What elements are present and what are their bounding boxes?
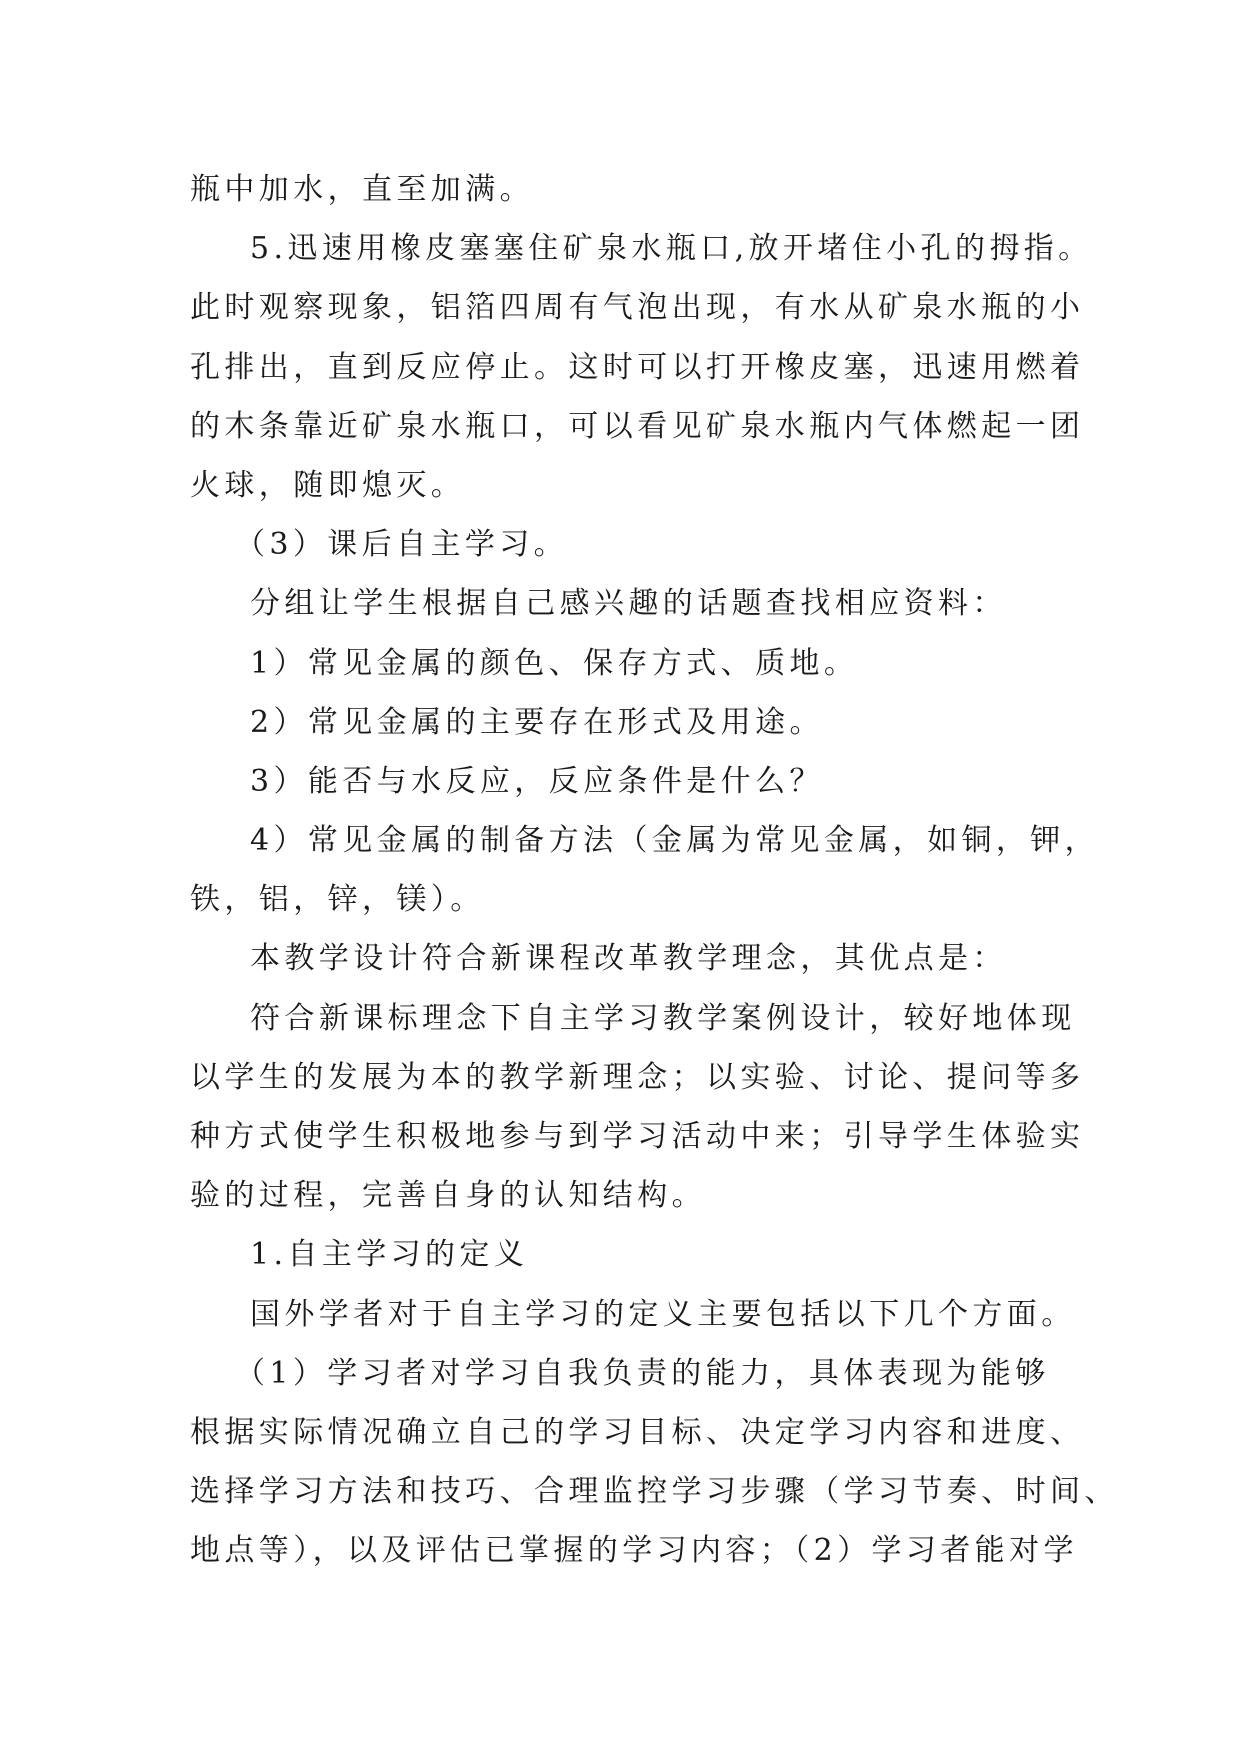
section-heading: 1.自主学习的定义 [250,1237,529,1273]
text-line: 孔排出，直到反应停止。这时可以打开橡皮塞，迅速用燃着 [190,349,1085,385]
text-line: 国外学者对于自主学习的定义主要包括以下几个方面。 [250,1296,1076,1332]
text-line: 瓶中加水，直至加满。 [190,172,534,207]
text-line: 5.迅速用橡皮塞塞住矿泉水瓶口,放开堵住小孔的拇指。 [250,231,1093,267]
text-line: 此时观察现象，铝箔四周有气泡出现，有水从矿泉水瓶的小 [190,290,1085,326]
document-body [190,160,1119,1581]
text-line: 火球，随即熄灭。 [190,467,466,503]
list-item: 3）能否与水反应，反应条件是什么？ [250,763,824,799]
text-line: 铁，铝，锌，镁）。 [190,882,485,918]
text-line: 验的过程，完善自身的认知结构。 [190,1178,706,1214]
text-line: 种方式使学生积极地参与到学习活动中来；引导学生体验实 [190,1119,1085,1154]
text-line: 以学生的发展为本的教学新理念；以实验、讨论、提问等多 [190,1059,1085,1095]
text-line: 根据实际情况确立自己的学习目标、决定学习内容和进度、 [190,1414,1085,1450]
list-item: 2）常见金属的主要存在形式及用途。 [250,704,824,740]
text-line: 分组让学生根据自己感兴趣的话题查找相应资料： [250,586,1007,622]
text-line: 本教学设计符合新课程改革教学理念，其优点是： [250,941,1007,977]
text-line: 符合新课标理念下自主学习教学案例设计，较好地体现 [250,1000,1076,1036]
text-line: 的木条靠近矿泉水瓶口，可以看见矿泉水瓶内气体燃起一团 [190,408,1085,444]
list-item: 1）常见金属的颜色、保存方式、质地。 [250,645,859,681]
list-item: 4）常见金属的制备方法（金属为常见金属，如铜，钾， [250,823,1100,859]
text-line: （1）学习者对学习自我负责的能力，具体表现为能够 [235,1355,1050,1391]
section-heading: （3）课后自主学习。 [235,527,569,563]
text-line: 地点等），以及评估已掌握的学习内容；（2）学习者能对学 [190,1533,1078,1569]
text-line: 选择学习方法和技巧、合理监控学习步骤（学习节奏、时间、 [190,1474,1119,1510]
